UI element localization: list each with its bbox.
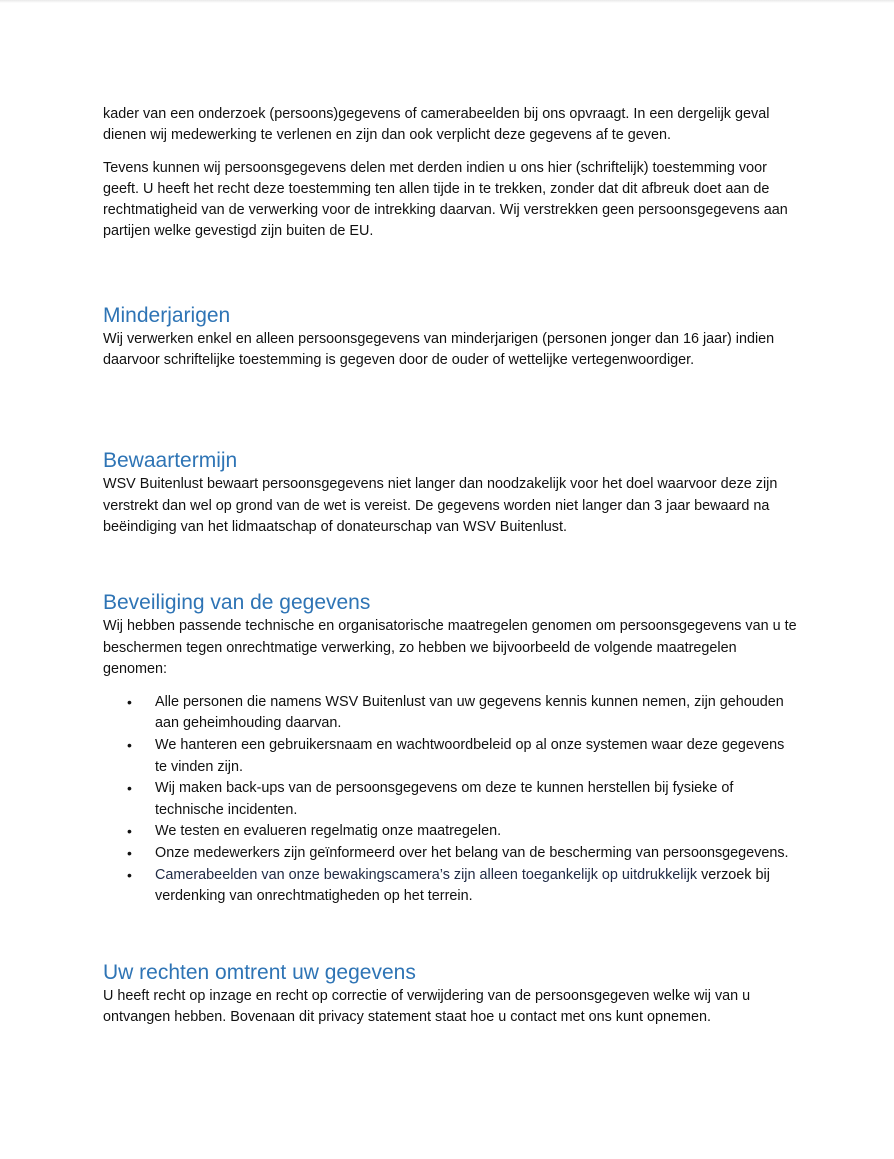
- minderjarigen-body: Wij verwerken enkel en alleen persoonsgegevens van minderjarigen (personen jonger dan 16 jaar) indien daarvoor schriftelijke toestemming is gegeven door de ouder of wettelijke vertegenwoordiger.: [103, 330, 775, 369]
- uw-rechten-body: U heeft recht op inzage en recht op correctie of verwijdering van de persoonsgegeven welke wij van u ontvangen hebben. Bovenaan dit privacy statement staat hoe u contact met ons kunt opnemen.: [103, 987, 751, 1025]
- list-item: [103, 843, 798, 864]
- heading-uw-rechten: Uw rechten omtrent uw gegevens: [103, 960, 416, 984]
- intro-paragraph-2: Tevens kunnen wij persoonsgegevens delen met derden indien u ons hier (schriftelijk) toestemming voor geeft. U heeft het recht deze toestemming ten allen tijde in te trekken, zonder dat dit afbreuk doet aan de rechtmatigheid van de verwerking voor de intrekking daarvan. Wij verstrekken geen persoonsgegevens aan partijen welke gevestigd zijn buiten de EU.: [103, 159, 788, 240]
- heading-bewaartermijn: Bewaartermijn: [103, 449, 238, 473]
- beveiliging-body: Wij hebben passende technische en organisatorische maatregelen genomen om persoonsgegevens van u te beschermen tegen onrechtmatige verwerking, zo hebben we bijvoorbeeld de volgende maatregelen genomen:: [103, 618, 797, 677]
- list-item-text: Alle personen die namens WSV Buitenlust van uw gegevens kennis kunnen nemen, zijn gehouden aan geheimhouding daarvan.: [155, 694, 784, 732]
- page-top-edge: [0, 0, 894, 3]
- list-item-text: Wij maken back-ups van de persoonsgegevens om deze te kunnen herstellen bij fysieke of technische incidenten.: [155, 780, 734, 818]
- heading-beveiliging: Beveiliging van de gegevens: [103, 591, 371, 615]
- bullet-icon: •: [127, 823, 132, 840]
- list-item: [103, 692, 798, 735]
- intro-paragraph-1: kader van een onderzoek (persoons)gegevens of camerabeelden bij ons opvraagt. In een dergelijk geval dienen wij medewerking te verlenen en zijn dan ook verplicht deze gegevens af te geven.: [103, 106, 770, 144]
- document-page: [103, 104, 798, 1028]
- heading-minderjarigen: Minderjarigen: [103, 303, 231, 327]
- bullet-icon: •: [127, 737, 132, 754]
- bewaartermijn-body: WSV Buitenlust bewaart persoonsgegevens niet langer dan noodzakelijk voor het doel waarvoor deze zijn verstrekt dan wel op grond van de wet is vereist. De gegevens worden niet langer dan 3 jaar bewaard na beëindiging van het lidmaatschap of donateurschap van WSV Buitenlust.: [103, 476, 778, 535]
- bullet-icon: •: [127, 867, 132, 884]
- list-item: [103, 778, 798, 821]
- list-item-text: We hanteren een gebruikersnaam en wachtwoordbeleid op al onze systemen waar deze gegevens te vinden zijn.: [155, 737, 785, 775]
- bullet-icon: •: [127, 694, 132, 711]
- list-item: [103, 865, 798, 908]
- list-item-text: We testen en evalueren regelmatig onze maatregelen.: [155, 823, 502, 840]
- list-item-text-part-1: Camerabeelden van onze bewakingscamera’s zijn alleen toegankelijk op uitdrukkelijk: [155, 867, 698, 884]
- list-item: [103, 735, 798, 778]
- security-measures-list: [103, 692, 798, 907]
- list-item-text-part-2: verzoek bij verdenking van onrechtmatigheden op het terrein.: [155, 867, 770, 905]
- bullet-icon: •: [127, 780, 132, 797]
- list-item-text: Onze medewerkers zijn geïnformeerd over het belang van de bescherming van persoonsgegevens.: [155, 845, 789, 862]
- bullet-icon: •: [127, 845, 132, 862]
- list-item: [103, 821, 798, 842]
